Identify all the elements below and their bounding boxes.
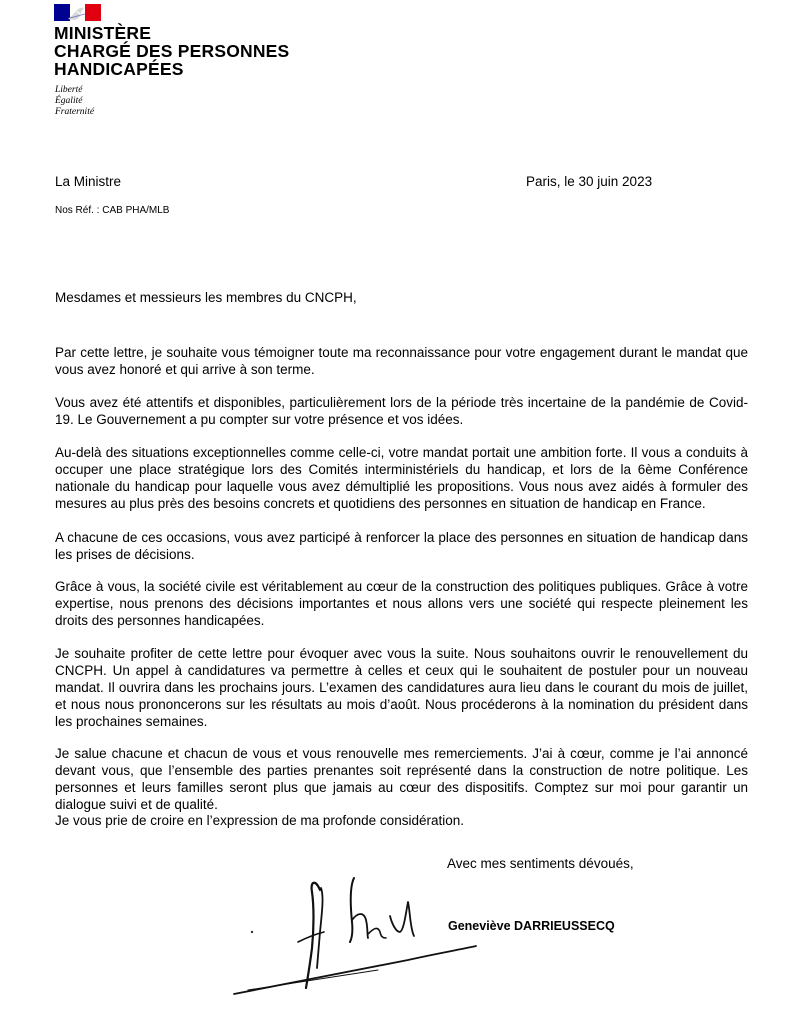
ministry-name xyxy=(54,24,374,78)
paragraph-8: Je vous prie de croire en l’expression de ma profonde considération. xyxy=(55,813,464,828)
motto-egalite: Égalité xyxy=(55,96,83,106)
paragraph-7: Je salue chacune et chacun de vous et vous renouvelle mes remerciements. J’ai à cœur, comme je l’ai annoncé devant vous, que l’ensemble des parties prenantes soit représenté dans la construction de notre politique. Les personnes et leurs familles seront plus que jamais au cœur des dispositifs. Comptez sur moi pour garantir un dialogue suivi et de qualité. xyxy=(55,746,748,812)
marianne-logo xyxy=(54,4,101,21)
reference-number: Nos Réf. : CAB PHA/MLB xyxy=(55,205,170,216)
ministry-line-3: HANDICAPÉES xyxy=(54,59,184,79)
motto-liberte: Liberté xyxy=(55,85,83,95)
ministry-line-2: CHARGÉ DES PERSONNES xyxy=(54,41,290,61)
paragraph-1: Par cette lettre, je souhaite vous témoigner toute ma reconnaissance pour votre engagement durant le mandat que vous avez honoré et qui arrive à son terme. xyxy=(55,345,748,377)
ministry-line-1: MINISTÈRE xyxy=(54,23,152,43)
closing-formula: Avec mes sentiments dévoués, xyxy=(447,856,634,871)
signatory-name: Geneviève DARRIEUSSECQ xyxy=(448,919,615,933)
letter-date: Paris, le 30 juin 2023 xyxy=(526,174,653,189)
paragraph-2: Vous avez été attentifs et disponibles, particulièrement lors de la période très incertaine de la pandémie de Covid-19. Le Gouvernement a pu compter sur votre présence et vos idées. xyxy=(55,395,748,427)
paragraph-6: Je souhaite profiter de cette lettre pour évoquer avec vous la suite. Nous souhaitons ouvrir le renouvellement du CNCPH. Un appel à candidatures va permettre à celles et ceux qui le souhaitent de postuler pour un nouveau mandat. Il ouvrira dans les prochains jours. L’examen des candidatures aura lieu dans le courant du mois de juillet, et nous nous prononcerons sur les résultats au mois d’août. Nous procéderons à la nomination du président dans les prochaines semaines. xyxy=(55,646,748,729)
paragraph-3: Au-delà des situations exceptionnelles comme celle-ci, votre mandat portait une ambition forte. Il vous a conduits à occuper une place stratégique lors des Comités interministériels du handicap, et lors de la 6ème Conférence nationale du handicap pour laquelle vous avez démultiplié les propositions. Vous nous avez aidés à formuler des mesures au plus près des besoins concrets et quotidiens des personnes en situation de handicap en France. xyxy=(55,445,748,511)
paragraph-4: A chacune de ces occasions, vous avez participé à renforcer la place des personnes en situation de handicap dans les prises de décisions. xyxy=(55,530,748,562)
motto-fraternite: Fraternité xyxy=(55,107,95,117)
salutation: Mesdames et messieurs les membres du CNCPH, xyxy=(55,290,357,305)
republic-motto xyxy=(55,85,94,118)
paragraph-5: Grâce à vous, la société civile est véritablement au cœur de la construction des politiques publiques. Grâce à votre expertise, nous prenons des décisions importantes et nous allons vers une société qui respecte pleinement les droits des personnes handicapées. xyxy=(55,579,748,628)
sender-title: La Ministre xyxy=(55,174,122,189)
handwritten-signature xyxy=(228,872,488,1002)
